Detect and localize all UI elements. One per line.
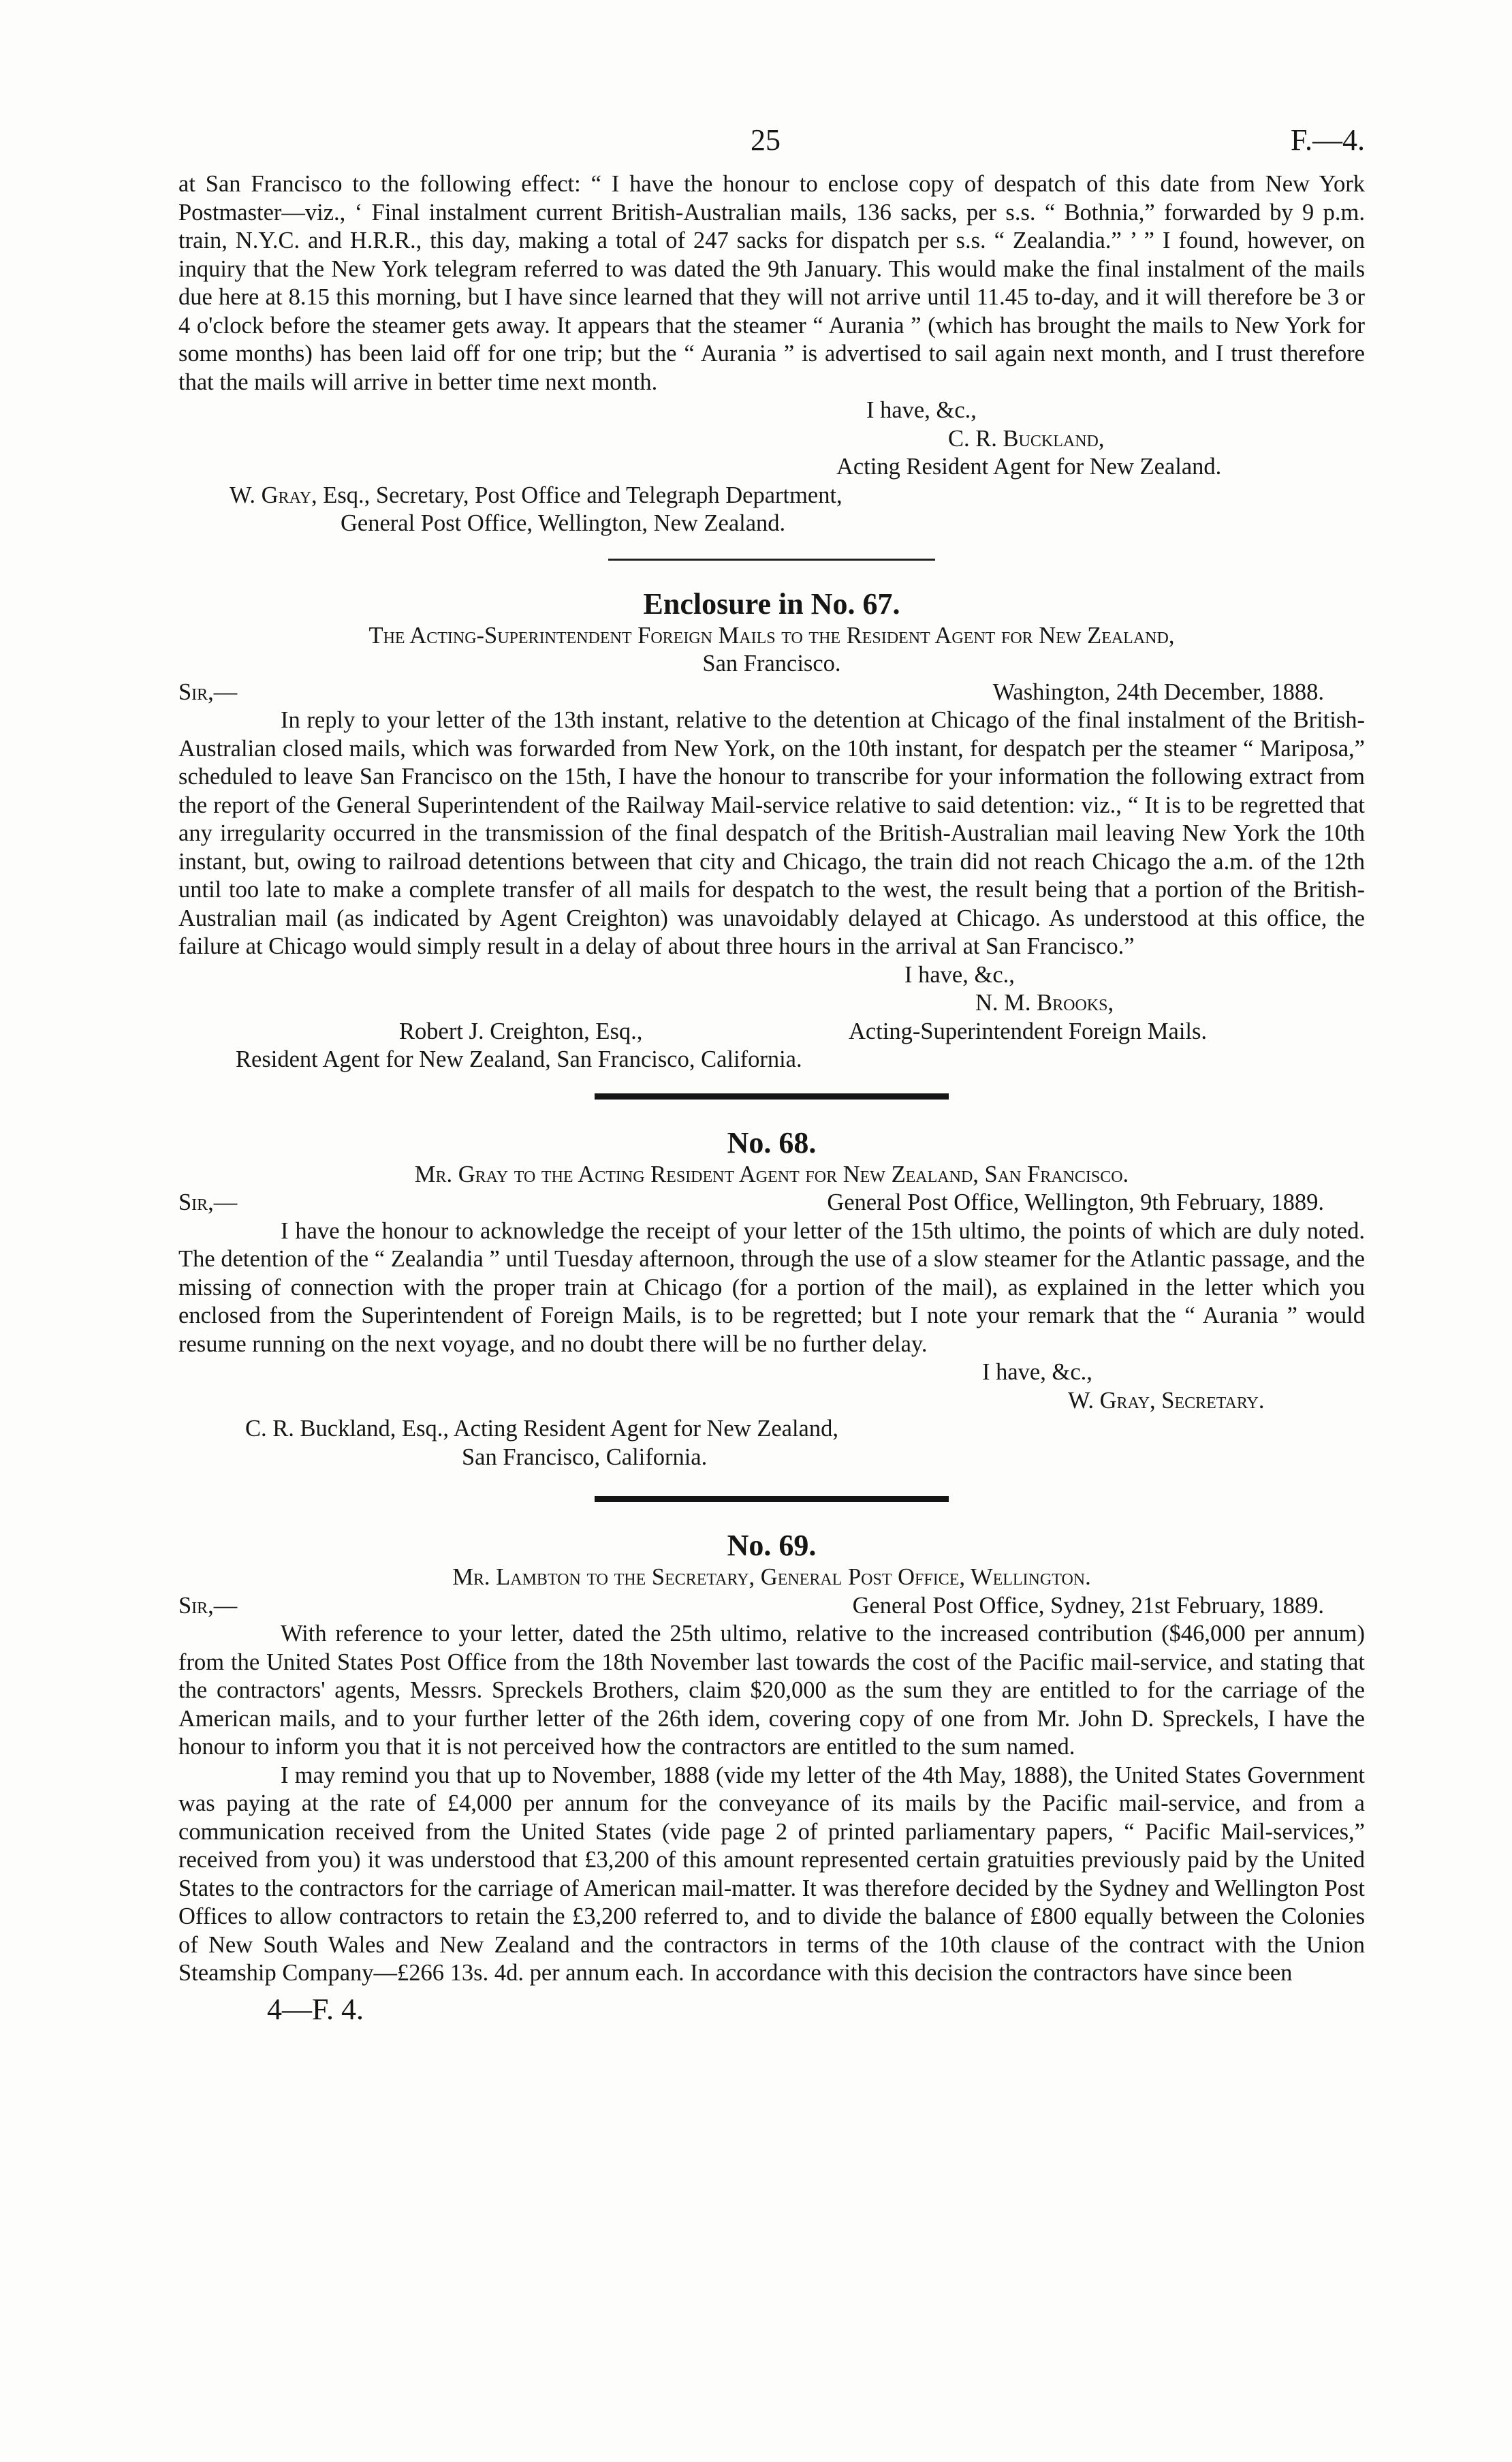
section-heading: Mr. Gray to the Acting Resident Agent for New Zealand, San Francisco. bbox=[414, 1161, 1129, 1187]
letter-69 bbox=[178, 1528, 1365, 1988]
section-divider bbox=[595, 1093, 949, 1100]
letter-paragraph-1: With reference to your letter, dated the 25th ultimo, relative to the increased contribution ($46,000 per annum) from the United States Post Office from the 18th November last towards the cost of the Pacific mail-service, and stating that the contractors' agents, Messrs. Spreckels Brothers, claim $20,000 as the sum they are entitled to for the carriage of the American mails, and to your further letter of the 26th idem, covering copy of one from Mr. John D. Spreckels, I have the honour to inform you that it is not perceived how the contractors are entitled to the sum named. bbox=[178, 1621, 1365, 1760]
salutation: Sir,— bbox=[178, 1592, 238, 1619]
salutation: Sir,— bbox=[178, 679, 238, 705]
letter-68 bbox=[178, 1125, 1365, 1472]
signature-mark: 4—F. 4. bbox=[267, 1992, 364, 2026]
page-number: 25 bbox=[751, 123, 781, 157]
addressee-line-2: General Post Office, Wellington, New Zealand. bbox=[341, 510, 786, 536]
document-reference: F.—4. bbox=[1291, 123, 1365, 157]
signer-line: W. Gray, Secretary. bbox=[1068, 1387, 1265, 1414]
letter-body: In reply to your letter of the 13th instant, relative to the detention at Chicago of the final instalment of the British-Australian closed mails, which was forwarded from New York, on the 10th instant, for despatch per the steamer “ Mariposa,” scheduled to leave San Francisco on the 15th, I have the honour to transcribe for your information the following extract from the report of the General Superintendent of the Railway Mail-service relative to said detention: viz., “ It is to be regretted that any irregularity occurred in the transmission of the final despatch of the British-Australian mail leaving New York the 10th instant, but, owing to railroad detentions between that city and Chicago, the train did not reach Chicago the a.m. of the 12th until too late to make a complete transfer of all mails for despatch to the west, the result being that a portion of the British-Australian mail (as indicated by Agent Creighton) was unavoidably delayed at Chicago. As understood at this office, the failure at Chicago would simply result in a delay of about three hours in the arrival at San Francisco.” bbox=[178, 707, 1365, 959]
salutation-row bbox=[178, 679, 1365, 707]
addressee-signer-title-line: Robert J. Creighton, Esq., Acting-Superintendent Foreign Mails. bbox=[399, 1018, 1208, 1044]
letter-body: I have the honour to acknowledge the receipt of your letter of the 15th ultimo, the points of which are duly noted. The detention of the “ Zealandia ” until Tuesday afternoon, through the use of a slow steamer for the Atlantic passage, and the missing of connection with the proper train at Chicago (for a portion of the mail), as explained in the letter which you enclosed from the Superintendent of Foreign Mails, is to be regretted; but I note your remark that the “ Aurania ” would resume running on the next voyage, and no doubt there will be no further delay. bbox=[178, 1217, 1365, 1357]
section-title: Enclosure in No. 67. bbox=[643, 587, 900, 621]
section-title: No. 68. bbox=[727, 1125, 817, 1159]
section-heading: Mr. Lambton to the Secretary, General Post Office, Wellington. bbox=[452, 1564, 1091, 1590]
dateline: Washington, 24th December, 1888. bbox=[992, 679, 1324, 705]
section-heading: The Acting-Superintendent Foreign Mails to the Resident Agent for New Zealand, bbox=[368, 622, 1175, 649]
salutation-row bbox=[178, 1592, 1365, 1621]
addressee-line-2: San Francisco, California. bbox=[462, 1444, 708, 1470]
closing-line: I have, &c., bbox=[866, 397, 977, 423]
letter-paragraph-2: I may remind you that up to November, 1888 (vide my letter of the 4th May, 1888), the United States Government was paying at the rate of £4,000 per annum for the conveyance of its mails by the Pacific mail-service, and from a communication received from the United States (vide page 2 of printed parliamentary papers, “ Pacific Mail-services,” received from you) it was understood that £3,200 of this amount represented certain gratuities previously paid by the United States to the contractors for the carriage of American mail-matter. It was therefore decided by the Sydney and Wellington Post Offices to allow contractors to retain the £3,200 referred to, and to divide the balance of £800 equally between the Colonies of New South Wales and New Zealand and the contractors in terms of the 10th clause of the contract with the Union Steamship Company—£266 13s. 4d. per annum each. In accordance with this decision the contractors have since been bbox=[178, 1762, 1365, 1986]
dateline: General Post Office, Sydney, 21st February, 1889. bbox=[852, 1592, 1324, 1619]
signer-line: C. R. Buckland, bbox=[948, 425, 1105, 452]
continued-letter bbox=[178, 170, 1365, 538]
signer-line: N. M. Brooks, bbox=[975, 990, 1114, 1016]
letter-body: at San Francisco to the following effect: “ I have the honour to enclose copy of despatch of this date from New York Postmaster—viz., ‘ Final instalment current British-Australian mails, 136 sacks, per s.s. “ Bothnia,” forwarded by 9 p.m. train, N.Y.C. and H.R.R., this day, making a total of 247 sacks for dispatch per s.s. “ Zealandia.” ’ ” I found, however, on inquiry that the New York telegram referred to was dated the 9th January. This would make the final instalment of the mails due here at 8.15 this morning, but I have since learned that they will not arrive until 11.45 to-day, and it will therefore be 3 or 4 o'clock before the steamer gets away. It appears that the steamer “ Aurania ” (which has brought the mails to New York for some months) has been laid off for one trip; but the “ Aurania ” is advertised to sail again next month, and I trust therefore that the mails will arrive in better time next month. bbox=[178, 171, 1365, 395]
addressee-line: W. Gray, Esq., Secretary, Post Office and Telegraph Department, bbox=[230, 482, 842, 508]
addressee-line-2: Resident Agent for New Zealand, San Francisco, California. bbox=[236, 1046, 802, 1072]
section-divider bbox=[595, 1496, 949, 1502]
salutation: Sir,— bbox=[178, 1189, 238, 1215]
salutation-row bbox=[178, 1189, 1365, 1217]
section-heading-2: San Francisco. bbox=[702, 651, 841, 676]
addressee-line: C. R. Buckland, Esq., Acting Resident Agent for New Zealand, bbox=[245, 1416, 838, 1442]
signer-title-line: Acting Resident Agent for New Zealand. bbox=[836, 454, 1222, 480]
page-header bbox=[178, 123, 1365, 170]
dateline: General Post Office, Wellington, 9th February, 1889. bbox=[827, 1189, 1324, 1215]
section-title: No. 69. bbox=[727, 1529, 817, 1562]
closing-line: I have, &c., bbox=[982, 1359, 1092, 1385]
enclosure-67 bbox=[178, 587, 1365, 1074]
document-page bbox=[178, 123, 1365, 2027]
closing-line: I have, &c., bbox=[904, 961, 1015, 988]
